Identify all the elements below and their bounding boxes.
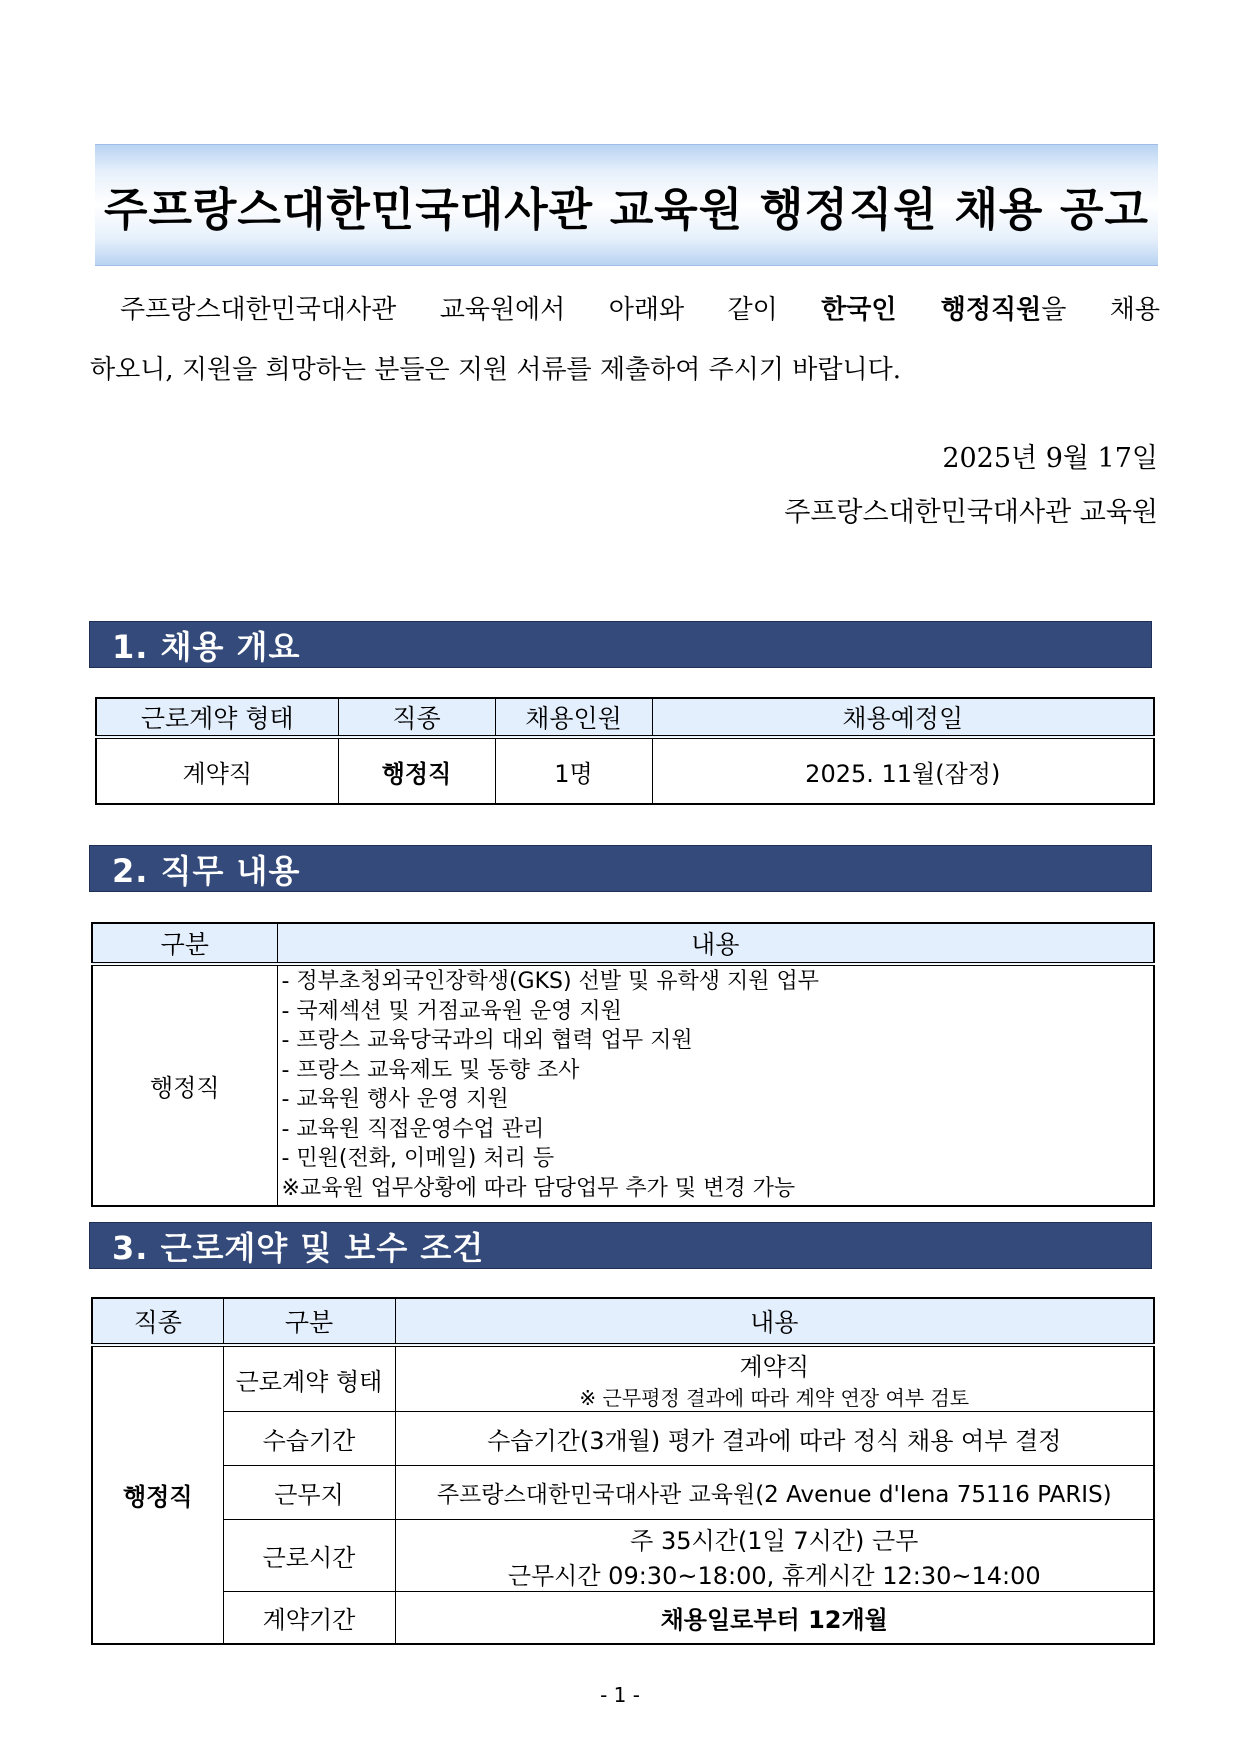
column-header: 채용인원 [495, 698, 652, 737]
headcount-cell: 1명 [495, 737, 652, 804]
column-header: 내용 [277, 923, 1154, 964]
table-row [92, 1520, 1154, 1592]
row-content: 주프랑스대한민국대사관 교육원(2 Avenue d'Iena 75116 PARIS) [395, 1466, 1154, 1520]
column-header: 직종 [338, 698, 495, 737]
job-type-cell: 행정직 [338, 737, 495, 804]
list-item: - 국제섹션 및 거점교육원 운영 지원 [281, 998, 622, 1024]
column-header: 내용 [395, 1298, 1154, 1345]
row-label: 근무지 [223, 1466, 395, 1520]
table-row [96, 737, 1154, 804]
intro-text-bold: 한국인 행정직원 [821, 295, 1042, 325]
content-line: 주 35시간(1일 7시간) 근무 [630, 1526, 919, 1555]
section-3-header: 3. 근로계약 및 보수 조건 [89, 1222, 1152, 1269]
issuer-name: 주프랑스대한민국대사관 교육원 [784, 497, 1158, 528]
expected-date-cell: 2025. 11월(잠정) [652, 737, 1154, 804]
table-row [92, 1592, 1154, 1644]
duties-cell [277, 964, 1154, 1206]
row-content: 수습기간(3개월) 평가 결과에 따라 정식 채용 여부 결정 [395, 1412, 1154, 1466]
intro-paragraph [90, 280, 1160, 400]
row-label: 계약기간 [223, 1592, 395, 1644]
section-2-header: 2. 직무 내용 [89, 845, 1152, 892]
job-category-cell: 행정직 [92, 1345, 223, 1644]
job-duties-table [91, 922, 1155, 1207]
list-item: - 교육원 행사 운영 지원 [281, 1087, 509, 1112]
table-row [92, 1345, 1154, 1412]
content-note: ※ 근무평정 결과에 따라 계약 연장 여부 검토 [579, 1386, 970, 1410]
list-item: - 프랑스 교육제도 및 동향 조사 [281, 1057, 580, 1083]
list-item-note: ※교육원 업무상황에 따라 담당업무 추가 및 변경 가능 [281, 1175, 796, 1201]
row-content [395, 1520, 1154, 1592]
column-header: 구분 [223, 1298, 395, 1345]
row-label: 근로계약 형태 [223, 1345, 395, 1412]
title-banner [95, 144, 1158, 266]
column-header: 채용예정일 [652, 698, 1154, 737]
intro-line-2: 하오니, 지원을 희망하는 분들은 지원 서류를 제출하여 주시기 바랍니다. [90, 355, 902, 385]
table-row [92, 1412, 1154, 1466]
table-row [92, 964, 1154, 1206]
recruitment-overview-table [95, 697, 1155, 805]
list-item: - 민원(전화, 이메일) 처리 등 [281, 1146, 555, 1171]
announcement-date: 2025년 9월 17일 [942, 443, 1158, 474]
document-title: 주프랑스대한민국대사관 교육원 행정직원 채용 공고 [103, 182, 1149, 236]
content-line: 계약직 [739, 1353, 810, 1381]
section-1-header: 1. 채용 개요 [89, 621, 1152, 668]
row-content [395, 1345, 1154, 1412]
row-label: 근로시간 [223, 1520, 395, 1592]
column-header: 근로계약 형태 [96, 698, 338, 737]
row-label: 수습기간 [223, 1412, 395, 1466]
contract-conditions-table [91, 1297, 1155, 1645]
intro-text-b: 을 채용 [1041, 295, 1160, 325]
list-item: - 교육원 직접운영수업 관리 [281, 1116, 545, 1142]
column-header: 구분 [92, 923, 277, 964]
job-category-cell: 행정직 [92, 964, 277, 1206]
content-line: 근무시간 09:30~18:00, 휴게시간 12:30~14:00 [507, 1561, 1041, 1590]
page-number: - 1 - [600, 1683, 640, 1707]
intro-line-1 [90, 280, 1160, 340]
column-header: 직종 [92, 1298, 223, 1345]
row-content: 채용일로부터 12개월 [395, 1592, 1154, 1644]
table-row [92, 1466, 1154, 1520]
intro-text-a: 주프랑스대한민국대사관 교육원에서 아래와 같이 [120, 295, 822, 325]
contract-type-cell: 계약직 [96, 737, 338, 804]
list-item: - 정부초청외국인장학생(GKS) 선발 및 유학생 지원 업무 [281, 969, 820, 994]
list-item: - 프랑스 교육당국과의 대외 협력 업무 지원 [281, 1028, 693, 1053]
